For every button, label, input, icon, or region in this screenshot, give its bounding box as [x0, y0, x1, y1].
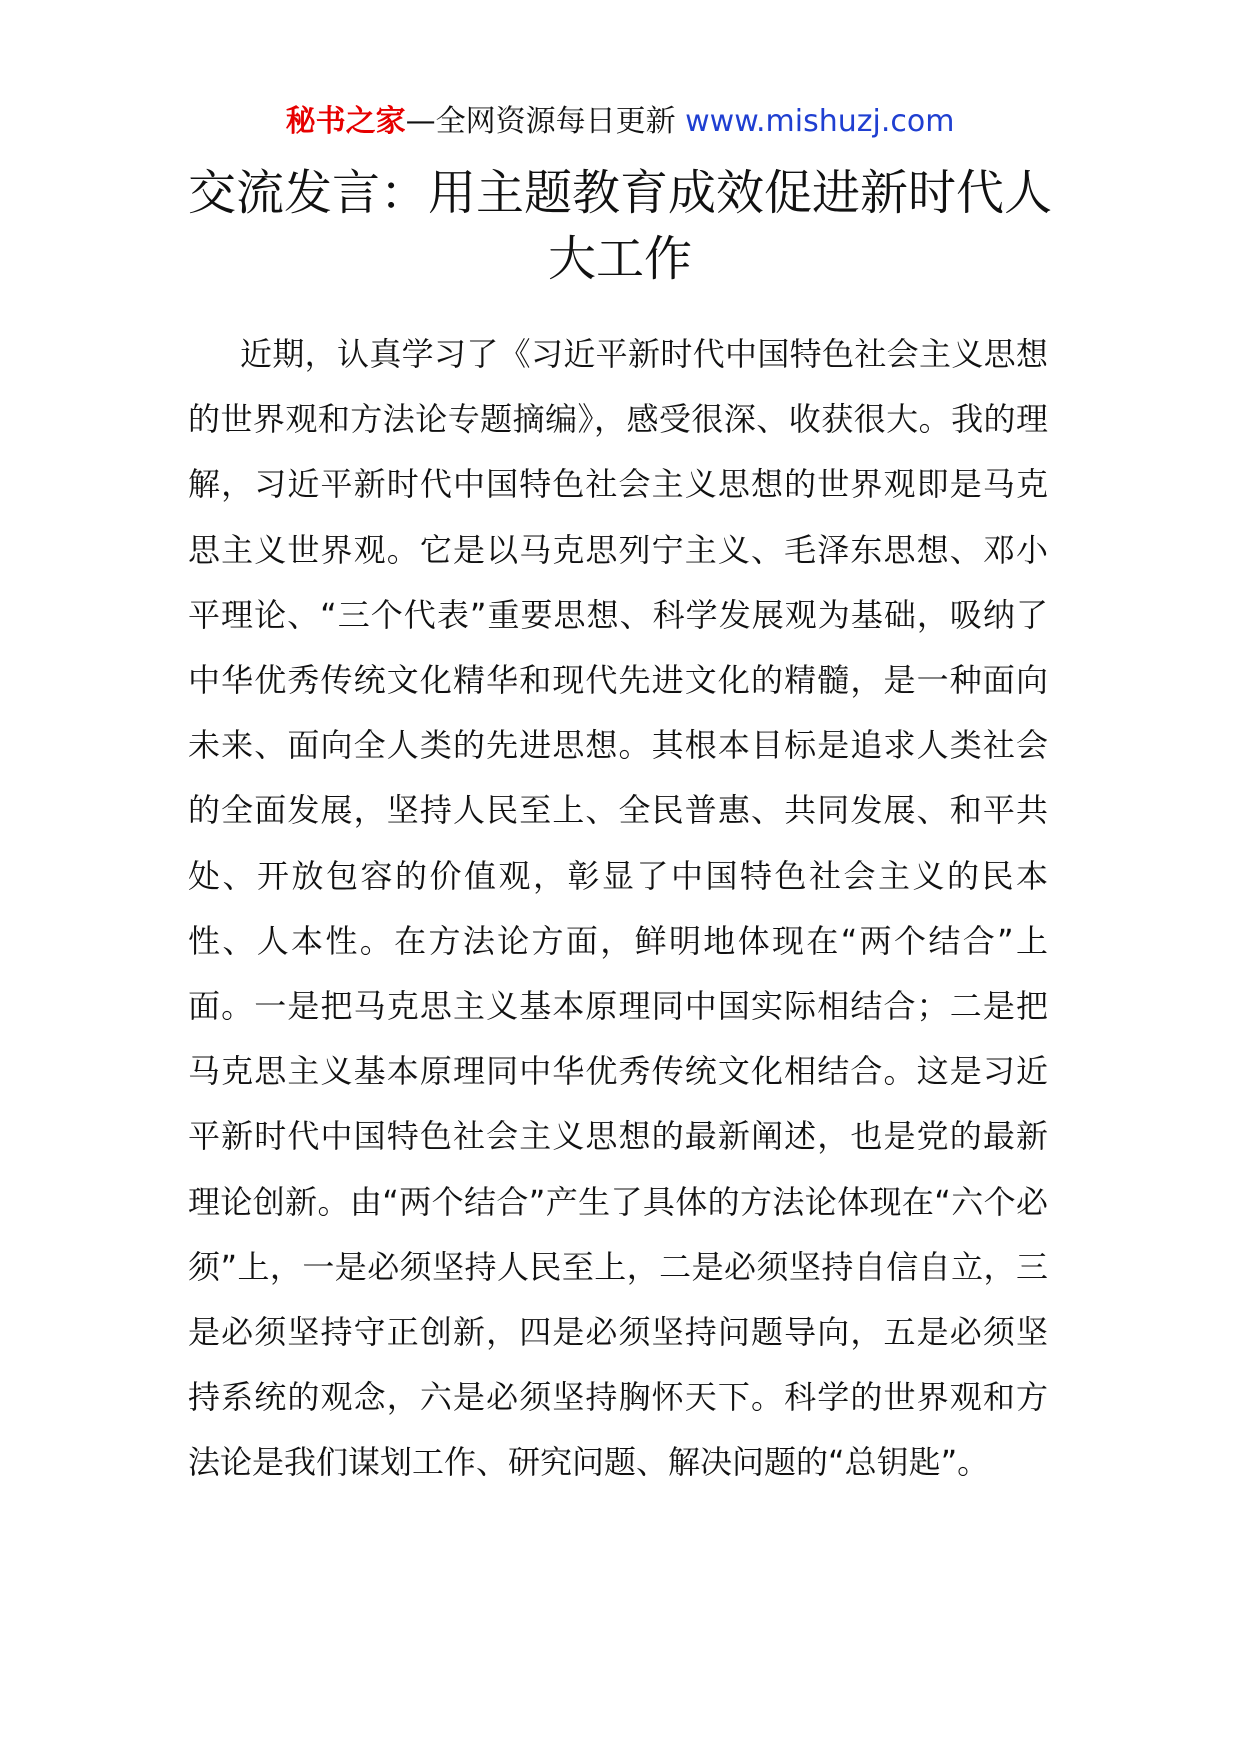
- document-title: 交流发言：用主题教育成效促进新时代人大工作: [187, 165, 1052, 287]
- header-tagline: —全网资源每日更新: [405, 104, 676, 139]
- body-paragraph: 近期，认真学习了《习近平新时代中国特色社会主义思想的世界观和方法论专题摘编》，感受很深、收获很大。我的理解，习近平新时代中国特色社会主义思想的世界观即是马克思主义世界观。它是以马克思列宁主义、毛泽东思想、邓小平理论、“三个代表”重要思想、科学发展观为基础，吸纳了中华优秀传统文化精华和现代先进文化的精髓，是一种面向未来、面向全人类的先进思想。其根本目标是追求人类社会的全面发展，坚持人民至上、全民普惠、共同发展、和平共处、开放包容的价值观，彰显了中国特色社会主义的民本性、人本性。在方法论方面，鲜明地体现在“两个结合”上面。一是把马克思主义基本原理同中国实际相结合；二是把马克思主义基本原理同中华优秀传统文化相结合。这是习近平新时代中国特色社会主义思想的最新阐述，也是党的最新理论创新。由“两个结合”产生了具体的方法论体现在“六个必须”上，一是必须坚持人民至上，二是必须坚持自信自立，三是必须坚持守正创新，四是必须坚持问题导向，五是必须坚持系统的观念，六是必须坚持胸怀天下。科学的世界观和方法论是我们谋划工作、研究问题、解决问题的“总钥匙”。: [188, 335, 1048, 1482]
- brand-name: 秘书之家: [285, 104, 406, 139]
- site-header: [0, 100, 1240, 144]
- site-url[interactable]: www.mishuzj.com: [685, 104, 955, 139]
